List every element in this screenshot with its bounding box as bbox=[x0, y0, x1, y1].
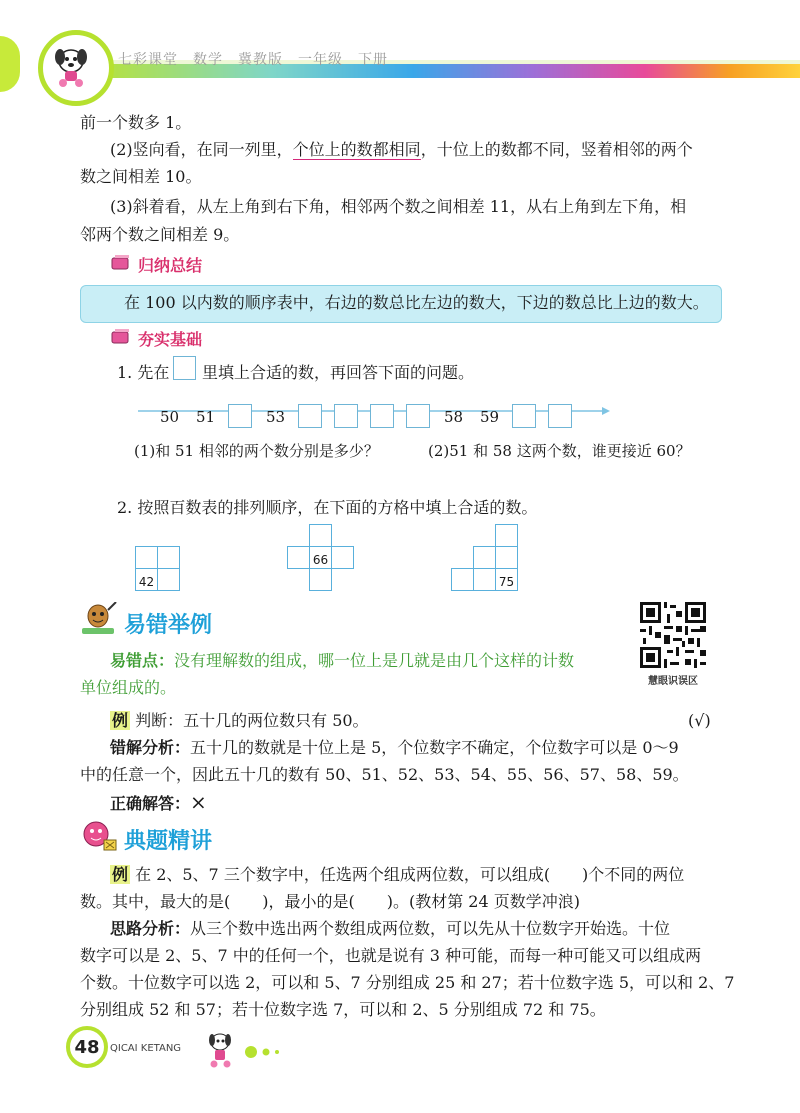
error-example-label: 例 bbox=[112, 711, 129, 730]
nl-box-57[interactable] bbox=[406, 404, 430, 428]
classic-heading: 典题精讲 bbox=[124, 829, 213, 854]
mascot-badge bbox=[38, 30, 114, 106]
nl-label-50: 50 bbox=[160, 408, 180, 426]
grid2-cell[interactable] bbox=[309, 524, 332, 547]
summary-text: 在 100 以内数的顺序表中，右边的数总比左边的数大，下边的数总比上边的数大。 bbox=[124, 293, 709, 312]
intro-p2-line2: 数之间相差 10。 bbox=[80, 167, 202, 186]
nl-box-52[interactable] bbox=[228, 404, 252, 428]
error-answer-label: 正确解答： bbox=[110, 794, 191, 813]
p2-prefix: (2)竖向看，在同一列里， bbox=[110, 140, 293, 159]
nl-label-53: 53 bbox=[266, 408, 286, 426]
intro-p3-line1: (3)斜着看，从左上角到右下角，相邻两个数之间相差 11，从右上角到左下角，相 bbox=[110, 197, 687, 216]
classic-section-mascot-icon bbox=[78, 818, 118, 854]
q1-suffix: 里填上合适的数，再回答下面的问题。 bbox=[202, 363, 475, 382]
grid2-cell[interactable] bbox=[287, 546, 310, 569]
header-side-tab bbox=[0, 36, 20, 92]
error-example-mark: (√) bbox=[688, 711, 711, 730]
grid1-cell[interactable] bbox=[135, 546, 158, 569]
classic-analysis-label: 思路分析： bbox=[110, 919, 191, 938]
error-analysis-text: 五十几的数就是十位上是 5，个位数字不确定，个位数字可以是 0～9 bbox=[190, 738, 679, 757]
summary-heading-icon bbox=[110, 254, 132, 272]
footer-dog-mascot-icon bbox=[198, 1026, 244, 1072]
grid3-cell[interactable] bbox=[473, 568, 496, 591]
error-example-line bbox=[110, 710, 369, 732]
classic-analysis-line3: 个数。十位数字可以选 2，可以和 5、7 分别组成 25 和 27；若十位数字选 5，可以和 2、7 bbox=[80, 973, 735, 992]
nl-box-60[interactable] bbox=[512, 404, 536, 428]
error-analysis-label: 错解分析： bbox=[110, 738, 191, 757]
qr-label: 慧眼识误区 bbox=[648, 676, 698, 687]
classic-example-label: 例 bbox=[112, 865, 129, 884]
grid1-cell-value: 42 bbox=[135, 568, 158, 591]
page-number: 48 bbox=[66, 1026, 108, 1068]
error-answer-mark: × bbox=[190, 790, 207, 814]
basics-heading-icon bbox=[110, 328, 132, 346]
q1-sub1: (1)和 51 相邻的两个数分别是多少？ bbox=[134, 442, 379, 460]
grid2-cell[interactable] bbox=[309, 568, 332, 591]
error-example-text: 判断：五十几的两位数只有 50。 bbox=[130, 711, 369, 730]
nl-label-58: 58 bbox=[444, 408, 464, 426]
error-point-line2: 单位组成的。 bbox=[80, 678, 177, 697]
footer-dots-icon bbox=[244, 1044, 284, 1060]
q2-text: 2. 按照百数表的排列顺序，在下面的方格中填上合适的数。 bbox=[117, 498, 538, 517]
footer-brand: QICAI KETANG bbox=[110, 1043, 182, 1054]
p2-underline: 个位上的数都相同 bbox=[292, 140, 421, 159]
grid2-cell-value: 66 bbox=[309, 546, 332, 569]
intro-p3-line2: 邻两个数之间相差 9。 bbox=[80, 225, 240, 244]
classic-analysis-text1: 从三个数中选出两个数组成两位数，可以先从十位数字开始选。十位 bbox=[190, 919, 671, 938]
q1-prefix: 1. 先在 bbox=[117, 363, 170, 382]
nl-box-61[interactable] bbox=[548, 404, 572, 428]
error-answer-line bbox=[110, 791, 207, 815]
nl-label-51: 51 bbox=[196, 408, 216, 426]
grid1-cell[interactable] bbox=[157, 546, 180, 569]
error-point-line1 bbox=[110, 650, 574, 672]
classic-example-line2: 数。其中，最大的是( )，最小的是( )。(教材第 24 页数学冲浪) bbox=[80, 892, 580, 911]
classic-example-text1: 在 2、5、7 三个数字中，任选两个组成两位数，可以组成( )个不同的两位 bbox=[130, 865, 685, 884]
grid2-cell[interactable] bbox=[331, 546, 354, 569]
grid1-cell[interactable] bbox=[157, 568, 180, 591]
error-point-text: 没有理解数的组成，哪一位上是几就是由几个这样的计数 bbox=[174, 651, 575, 670]
error-analysis-line1 bbox=[110, 737, 679, 759]
intro-p2-line1 bbox=[110, 139, 693, 161]
q1-sub2: (2)51 和 58 这两个数，谁更接近 60？ bbox=[428, 442, 691, 460]
nl-box-54[interactable] bbox=[298, 404, 322, 428]
error-point-label: 易错点： bbox=[110, 651, 175, 670]
classic-analysis-line4: 分别组成 52 和 57；若十位数字选 7，可以和 2、5 分别组成 72 和 75。 bbox=[80, 1000, 606, 1019]
nl-box-56[interactable] bbox=[370, 404, 394, 428]
dog-mascot-icon bbox=[43, 35, 99, 91]
errors-heading: 易错举例 bbox=[124, 613, 213, 638]
grid3-cell[interactable] bbox=[495, 546, 518, 569]
classic-analysis-line1 bbox=[110, 918, 670, 940]
qr-code-icon[interactable] bbox=[640, 602, 706, 668]
grid3-cell[interactable] bbox=[495, 524, 518, 547]
nl-label-59: 59 bbox=[480, 408, 500, 426]
error-section-mascot-icon bbox=[78, 602, 118, 638]
basics-heading: 夯实基础 bbox=[138, 330, 203, 349]
header-title: 七彩课堂 数学 冀教版 一年级 下册 bbox=[118, 52, 388, 68]
grid3-cell-value: 75 bbox=[495, 568, 518, 591]
classic-example-line1 bbox=[110, 864, 684, 886]
q1-inline-box[interactable] bbox=[173, 356, 196, 380]
classic-analysis-line2: 数字可以是 2、5、7 中的任何一个，也就是说有 3 种可能，而每一种可能又可以组成两 bbox=[80, 946, 702, 965]
p2-suffix: ，十位上的数都不同，竖着相邻的两个 bbox=[420, 140, 693, 159]
intro-line1: 前一个数多 1。 bbox=[80, 113, 192, 132]
grid3-cell[interactable] bbox=[451, 568, 474, 591]
summary-heading: 归纳总结 bbox=[138, 256, 203, 275]
nl-box-55[interactable] bbox=[334, 404, 358, 428]
grid3-cell[interactable] bbox=[473, 546, 496, 569]
error-analysis-line2: 中的任意一个，因此五十几的数有 50、51、52、53、54、55、56、57、58、59。 bbox=[80, 765, 689, 784]
